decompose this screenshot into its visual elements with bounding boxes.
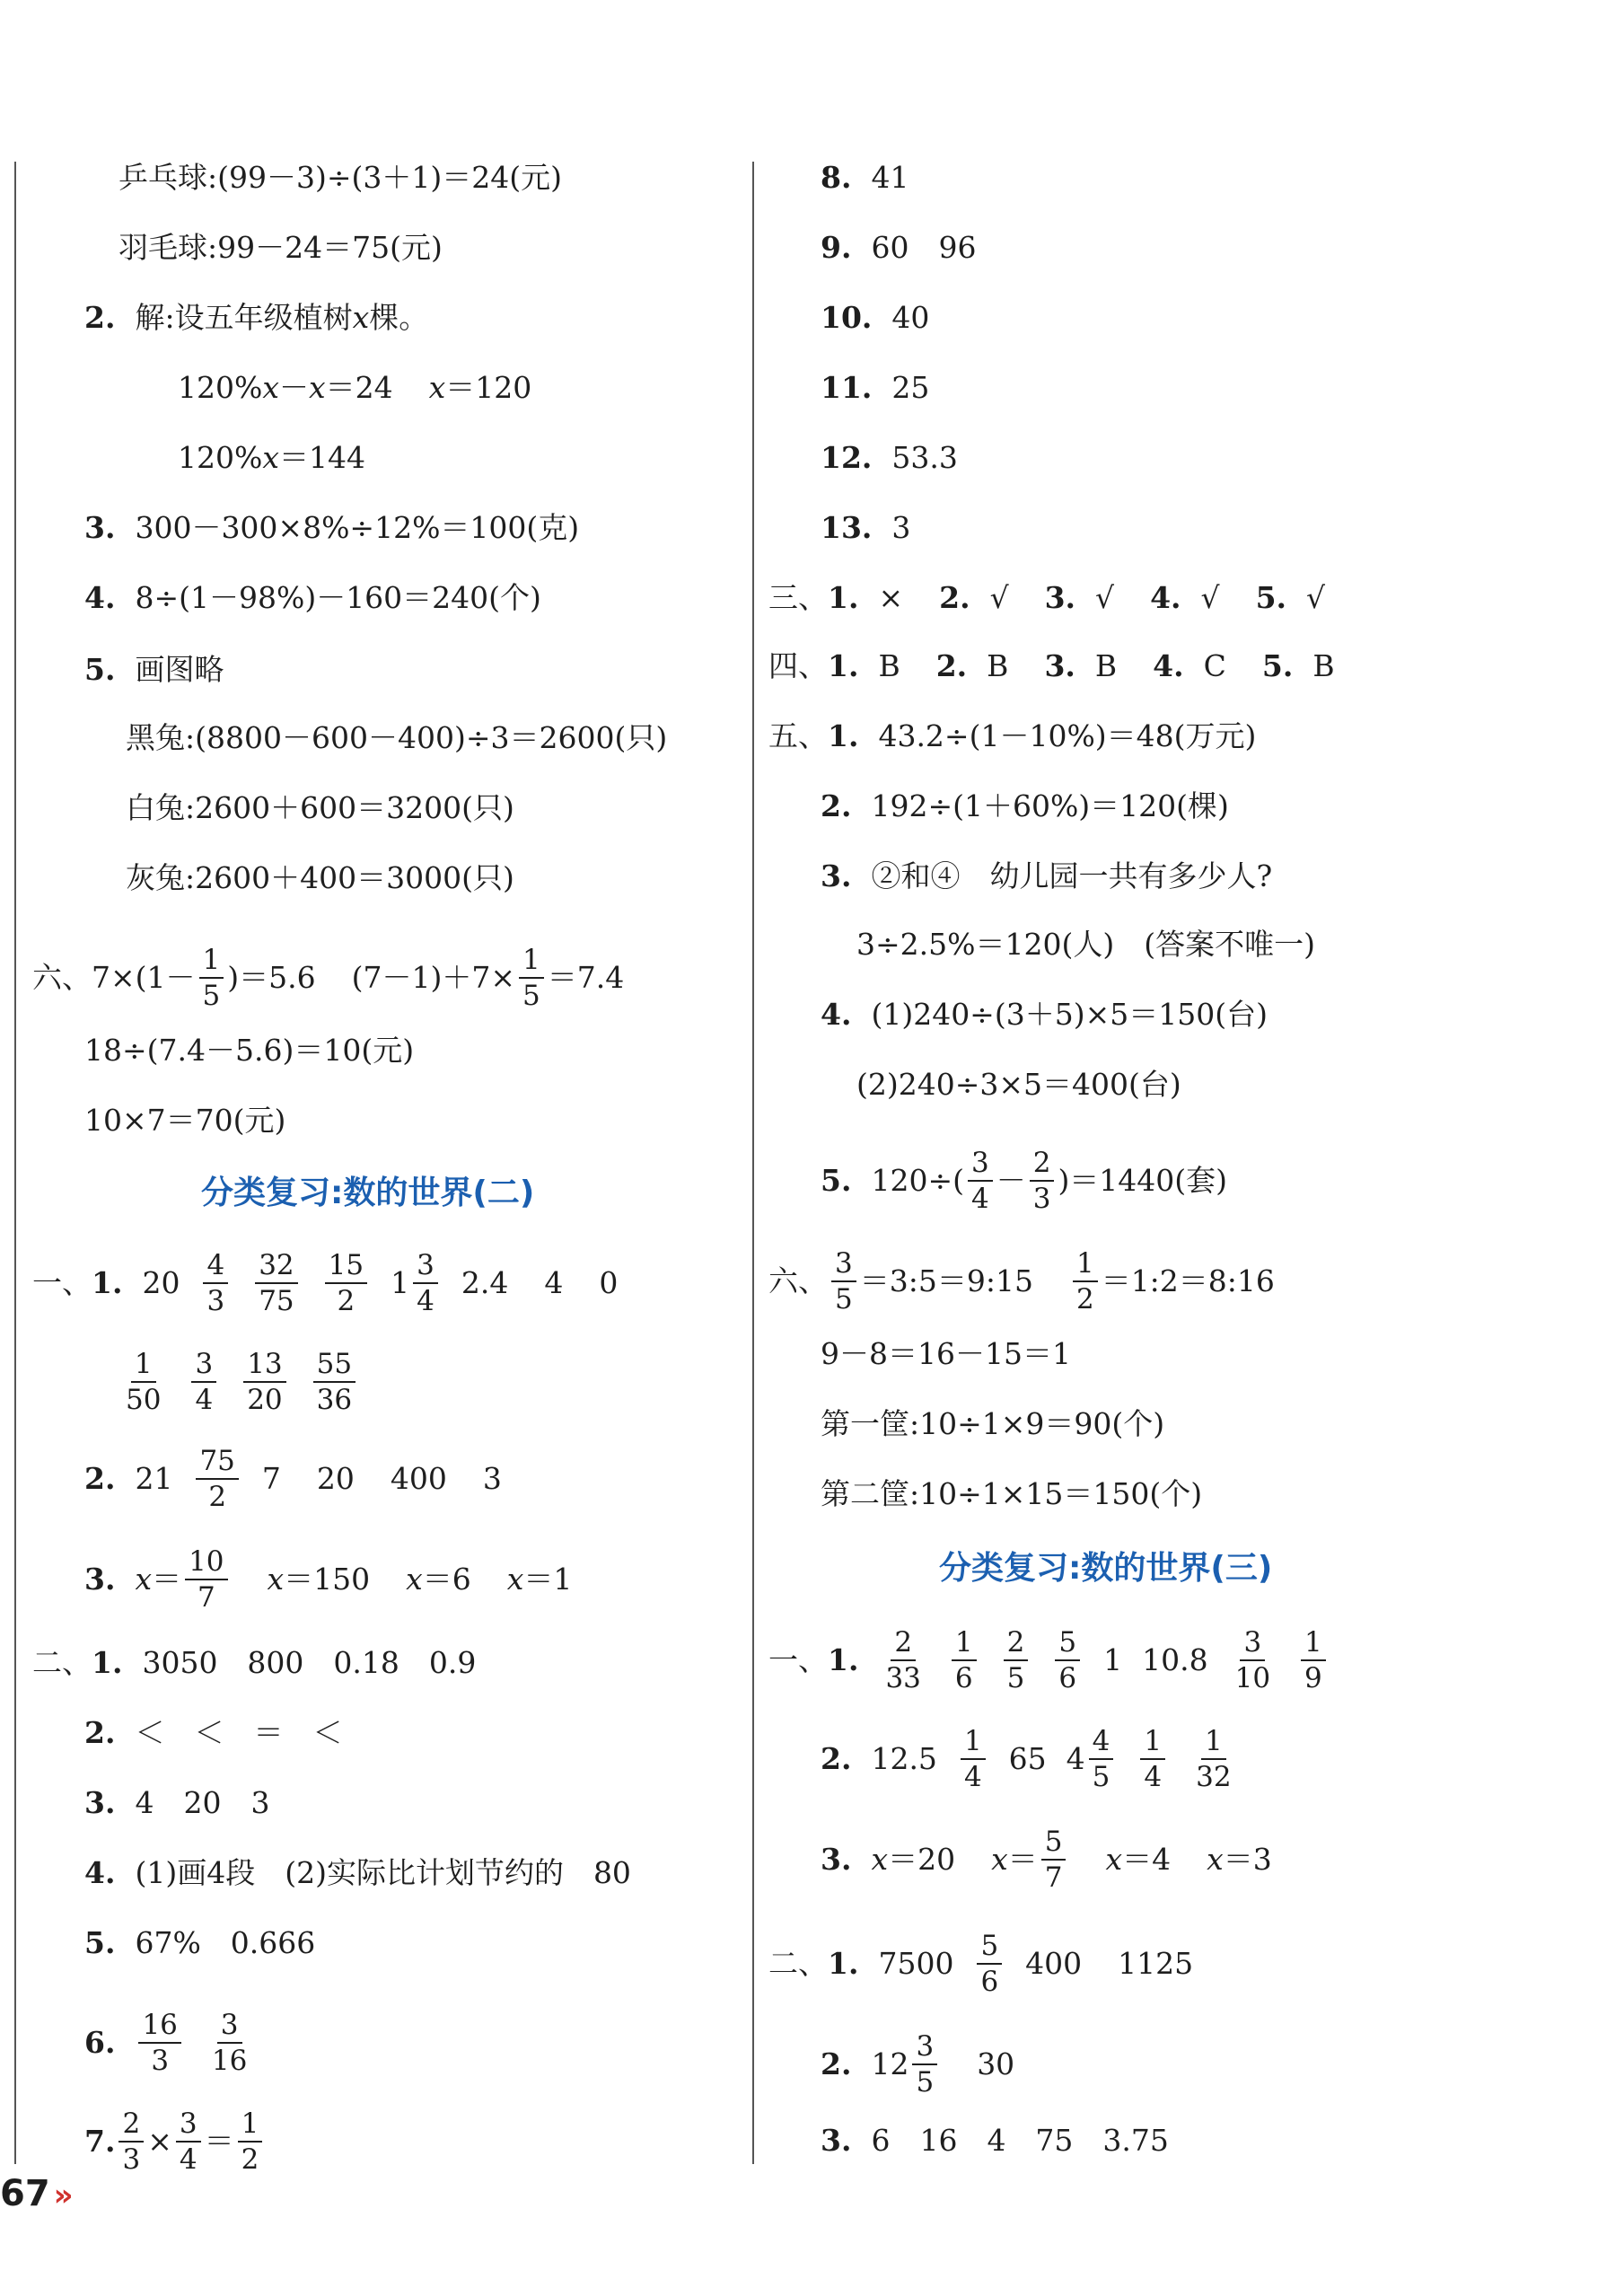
answer-line: 4. (1)240÷(3＋5)×5＝150(台): [821, 997, 1268, 1032]
column-divider: [752, 162, 754, 2164]
fraction: $\frac{3}{5}$: [831, 1246, 856, 1316]
fraction: $\frac{4}{5}$: [1089, 1724, 1114, 1794]
fraction: $\frac{3}{4}$: [191, 1347, 216, 1417]
fraction: $\frac{3}{16}$: [211, 2009, 248, 2077]
answer-line: 3. 6 16 4 75 3.75: [821, 2123, 1169, 2158]
fraction: $\frac{3}{4}$: [176, 2107, 201, 2177]
fraction: $\frac{75}{2}$: [196, 1444, 238, 1514]
answer-line: 二、 1. 7500 $\frac{5}{6}$ 400 1125: [768, 1930, 1194, 1998]
answer-line: 四、 1. B 2. B 3. B 4. C 5. B: [768, 648, 1335, 683]
answer-line: 2. 12.5 $\frac{1}{4}$ 65 4 $\frac{4}{5}$ $\frac{1}{4}$ $\frac{1}{32}$: [821, 1724, 1239, 1794]
answer-line: 五、 1. 43.2÷(1－10%)＝48(万元): [768, 718, 1257, 753]
fraction: $\frac{5}{7}$: [1041, 1825, 1067, 1895]
answer-line: 5. 画图略: [84, 652, 224, 687]
answer-line: (2)240÷3×5＝400(台): [856, 1067, 1181, 1102]
answer-line: 黑兔:(8800－600－400)÷3＝2600(只): [126, 720, 668, 755]
answer-line: [119, 1347, 359, 1417]
fraction: $\frac{15}{2}$: [325, 1248, 367, 1318]
answer-line: 120% x ＝144: [178, 440, 365, 475]
answer-line: 第二筐:10÷1×15＝150(个): [821, 1476, 1203, 1511]
fraction: $\frac{1}{6}$: [952, 1625, 977, 1695]
answer-line: 3. x ＝20 x ＝ $\frac{5}{7}$ x ＝4 x ＝3: [821, 1826, 1272, 1894]
answer-line: 18÷(7.4－5.6)＝10(元): [84, 1033, 415, 1068]
section-heading: 分类复习:数的世界(二): [201, 1175, 535, 1211]
answer-line: 2. 192÷(1＋60%)＝120(棵): [821, 788, 1229, 823]
fraction: $\frac{1}{5}$: [199, 943, 224, 1013]
fraction: $\frac{10}{7}$: [185, 1544, 227, 1615]
fraction: $\frac{55}{36}$: [313, 1347, 356, 1417]
answer-line: 三、 1. × 2. √ 3. √ 4. √ 5. √: [768, 580, 1326, 615]
answer-line: 10. 40: [821, 300, 930, 335]
fraction: $\frac{5}{6}$: [977, 1929, 1002, 1999]
answer-line: 白兔:2600＋600＝3200(只): [126, 790, 514, 825]
answer-line: 9－8＝16－15＝1: [821, 1336, 1071, 1371]
answer-line: 2. 21 $\frac{75}{2}$ 7 20 400 3: [84, 1445, 502, 1513]
section-heading: 分类复习:数的世界(三): [939, 1550, 1273, 1587]
fraction: $\frac{4}{3}$: [203, 1248, 228, 1318]
answer-line: 一、 1. $\frac{2}{33}$ $\frac{1}{6}$ $\frac{2}{5}$ $\frac{5}{6}$ 1 10.8 $\frac{3}{10}$ $\frac{1}{9}$: [768, 1625, 1330, 1695]
answer-line: 2. ＜ ＜ ＝ ＜: [84, 1715, 343, 1750]
page-number: 67 »: [0, 2173, 74, 2214]
answer-line: 3÷2.5%＝120(人) (答案不唯一): [856, 927, 1315, 962]
answer-line: 4. 8÷(1－98%)－160＝240(个): [84, 580, 541, 615]
fraction: $\frac{1}{50}$: [126, 1348, 162, 1416]
answer-line: 5. 120÷( $\frac{3}{4}$ － $\frac{2}{3}$ )＝1440(套): [821, 1147, 1228, 1215]
answer-line: 羽毛球:99－24＝75(元): [119, 230, 443, 265]
answer-line: 灰兔:2600＋400＝3000(只): [126, 860, 514, 895]
answer-line: 二、 1. 3050 800 0.18 0.9: [32, 1645, 477, 1680]
answer-line: 六、7×(1－ $\frac{1}{5}$ )＝5.6 (7－1)＋7× $\frac{1}{5}$ ＝7.4: [32, 944, 625, 1012]
answer-line: 第一筐:10÷1×9＝90(个): [821, 1406, 1165, 1441]
fraction: $\frac{1}{2}$: [238, 2107, 263, 2177]
answer-line: 7. $\frac{2}{3}$ × $\frac{3}{4}$ ＝ $\frac{1}{2}$: [84, 2107, 266, 2177]
fraction: $\frac{1}{4}$: [961, 1724, 986, 1794]
answer-line: 2. 12 $\frac{3}{5}$ 30: [821, 2030, 1015, 2099]
answer-line: 乒乓球:(99－3)÷(3＋1)＝24(元): [119, 160, 562, 195]
fraction: $\frac{2}{5}$: [1004, 1625, 1029, 1695]
answer-line: 11. 25: [821, 370, 930, 405]
answer-line: 13. 3: [821, 510, 911, 545]
fraction: $\frac{3}{4}$: [413, 1248, 438, 1318]
answer-line: 一、 1. 20 $\frac{4}{3}$ $\frac{32}{75}$ $\frac{15}{2}$ 1 $\frac{3}{4}$ 2.4 4 0: [32, 1249, 619, 1317]
answer-line: 5. 67% 0.666: [84, 1925, 316, 1960]
fraction: $\frac{13}{20}$: [243, 1347, 285, 1417]
fraction: $\frac{3}{4}$: [968, 1146, 993, 1216]
fraction: $\frac{5}{6}$: [1055, 1625, 1080, 1695]
left-margin-line: [14, 162, 16, 2164]
answer-line: 3. ②和④ 幼儿园一共有多少人?: [821, 858, 1273, 893]
fraction: $\frac{2}{3}$: [119, 2107, 144, 2177]
answer-line: 6. $\frac{16}{3}$ $\frac{3}{16}$: [84, 2008, 254, 2078]
answer-line: 六、 $\frac{3}{5}$ ＝3:5＝9:15 $\frac{1}{2}$ ＝1:2＝8:16: [768, 1247, 1275, 1315]
fraction: $\frac{3}{10}$: [1234, 1626, 1271, 1694]
fraction: $\frac{2}{33}$: [885, 1626, 921, 1694]
answer-line: 3. 300－300×8%÷12%＝100(克): [84, 510, 580, 545]
chevron-right-icon: »: [53, 2178, 74, 2213]
answer-line: 3. x ＝ $\frac{10}{7}$ x ＝150 x ＝6 x ＝1: [84, 1545, 573, 1614]
answer-line: 10×7＝70(元): [84, 1103, 286, 1138]
fraction: $\frac{1}{9}$: [1301, 1625, 1326, 1695]
fraction: $\frac{1}{4}$: [1140, 1724, 1165, 1794]
fraction: $\frac{3}{5}$: [912, 2029, 937, 2099]
fraction: $\frac{2}{3}$: [1030, 1146, 1055, 1216]
fraction: $\frac{32}{75}$: [255, 1248, 297, 1318]
answer-line: 2. 解:设五年级植树 x 棵。: [84, 300, 429, 335]
answer-line: 8. 41: [821, 160, 909, 195]
answer-line: 4. (1)画4段 (2)实际比计划节约的 80: [84, 1855, 631, 1890]
answer-line: 3. 4 20 3: [84, 1785, 270, 1820]
answer-line: 120% x － x ＝24 x ＝120: [178, 370, 532, 405]
answer-line: 12. 53.3: [821, 440, 958, 475]
fraction: $\frac{1}{5}$: [519, 943, 544, 1013]
fraction: $\frac{16}{3}$: [138, 2008, 180, 2078]
answer-line: 9. 60 96: [821, 230, 977, 265]
fraction: $\frac{1}{32}$: [1196, 1725, 1232, 1793]
fraction: $\frac{1}{2}$: [1073, 1246, 1098, 1316]
